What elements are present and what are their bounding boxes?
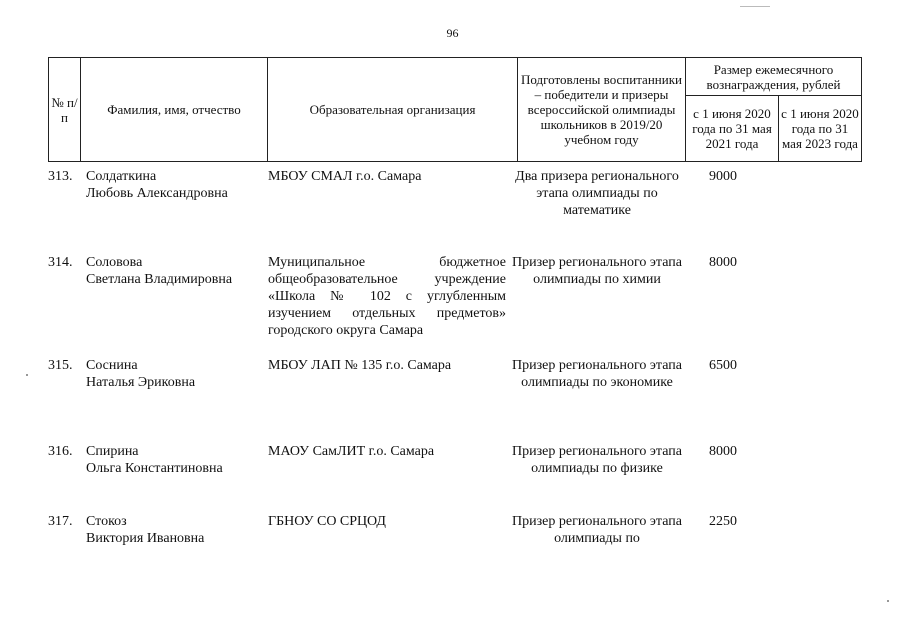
header-period-2: с 1 июня 2020 года по 31 мая 2023 года [779, 96, 862, 162]
header-num: № п/п [49, 58, 81, 162]
row-surname: Стокоз [86, 514, 127, 529]
header-name: Фамилия, имя, отчество [81, 58, 268, 162]
row-org: МБОУ ЛАП № 135 г.о. Самара [268, 358, 452, 373]
row-num: 314. [48, 255, 73, 270]
row-amount: 2250 [709, 514, 737, 529]
row-name [86, 443, 266, 477]
row-given-name: Любовь Александровна [86, 186, 228, 201]
row-org: Муниципальное бюджетное общеобразовательное учреждение «Школа № 102 с углубленным изучением отдельных предметов» городского округа Самара [268, 255, 506, 338]
row-given-name: Светлана Владимировна [86, 272, 233, 287]
row-amount: 9000 [709, 169, 737, 184]
row-given-name: Ольга Константиновна [86, 461, 223, 476]
row-amount: 8000 [709, 444, 737, 459]
row-surname: Солдаткина [86, 169, 157, 184]
row-prepared: Призер регионального этапа олимпиады по физике [512, 444, 682, 476]
row-num: 317. [48, 514, 73, 529]
row-name [86, 168, 266, 202]
header-period-1: с 1 июня 2020 года по 31 мая 2021 года [686, 96, 779, 162]
row-name [86, 254, 266, 288]
row-name [86, 513, 266, 547]
row-surname: Соснина [86, 358, 138, 373]
scan-speck [887, 600, 889, 602]
row-surname: Спирина [86, 444, 139, 459]
row-prepared: Призер регионального этапа олимпиады по экономике [512, 358, 682, 390]
row-amount: 6500 [709, 358, 737, 373]
row-given-name: Наталья Эриковна [86, 375, 196, 390]
row-num: 315. [48, 358, 73, 373]
row-num: 313. [48, 169, 73, 184]
row-surname: Соловова [86, 255, 143, 270]
row-org: МБОУ СМАЛ г.о. Самара [268, 169, 422, 184]
row-prepared: Призер регионального этапа олимпиады по химии [512, 255, 682, 287]
page-number: 96 [446, 26, 459, 40]
row-num: 316. [48, 444, 73, 459]
row-org: МАОУ СамЛИТ г.о. Самара [268, 444, 435, 459]
header-prepared: Подготовлены воспитанники – победители и призеры всероссийской олимпиады школьников в 2019/20 учебном году [518, 58, 686, 162]
row-org: ГБНОУ СО СРЦОД [268, 514, 386, 529]
header-org: Образовательная организация [268, 58, 518, 162]
row-prepared: Два призера регионального этапа олимпиады по математике [515, 169, 679, 218]
row-name [86, 357, 266, 391]
header-payment: Размер ежемесячного вознаграждения, рублей [686, 58, 862, 96]
row-amount: 8000 [709, 255, 737, 270]
scan-speck [26, 374, 28, 376]
row-given-name: Виктория Ивановна [86, 531, 205, 546]
row-prepared: Призер регионального этапа олимпиады по [512, 514, 682, 546]
